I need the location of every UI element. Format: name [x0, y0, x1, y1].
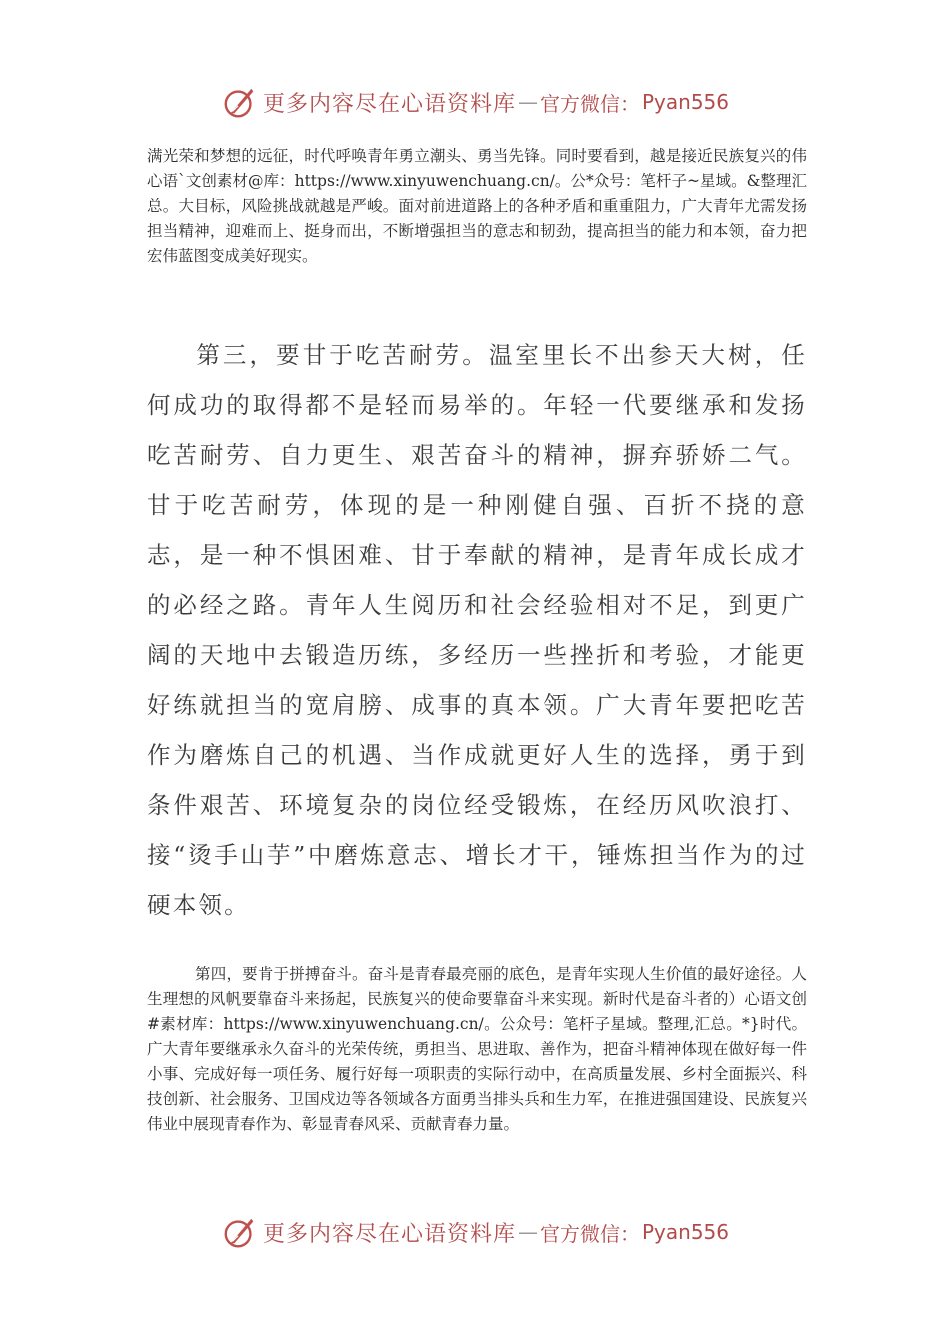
- banner-wechat-id: Pyan556: [642, 90, 730, 114]
- banner-sub-text: 官方微信：: [540, 1221, 640, 1246]
- banner-main-text: 更多内容尽在心语资料库: [262, 1221, 516, 1247]
- paragraph-fourth-point: 第四，要肯于拼搏奋斗。奋斗是青春最亮丽的底色，是青年实现人生价值的最好途径。人生理想的风帆要靠奋斗来扬起，民族复兴的使命要靠奋斗来实现。新时代是奋斗者的）心语文创#素材库：https://www.xinyuwenchuang.cn/。公众号：笔杆子星域。整理,汇总。*}时代。广大青年要继承永久奋斗的光荣传统，勇担当、思进取、善作为，把奋斗精神体现在做好每一件小事、完成好每一项任务、履行好每一项职责的实际行动中，在高质量发展、乡村全面振兴、科技创新、社会服务、卫国戍边等各领域各方面勇当排头兵和生力军，在推进强国建设、民族复兴伟业中展现青春作为、彰显青春风采、贡献青春力量。: [147, 965, 807, 1133]
- quill-pen-logo-icon: [221, 1213, 259, 1251]
- header-banner: [0, 82, 950, 122]
- paragraph-continuation: 满光荣和梦想的远征，时代呼唤青年勇立潮头、勇当先锋。同时要看到，越是接近民族复兴的伟心语`文创素材@库：https://www.xinyuwenchuang.cn/。公*众号：笔杆子~星域。&整理汇总。大目标，风险挑战就越是严峻。面对前进道路上的各种矛盾和重重阻力，广大青年尤需发扬担当精神，迎难而上、挺身而出，不断增强担当的意志和韧劲，提高担当的能力和本领，奋力把宏伟蓝图变成美好现实。: [147, 147, 807, 265]
- quill-pen-logo-icon: [221, 83, 259, 121]
- banner-main-text: 更多内容尽在心语资料库: [262, 91, 516, 117]
- footer-banner: [0, 1212, 950, 1252]
- banner-separator: —: [518, 90, 538, 114]
- banner-sub-text: 官方微信：: [540, 91, 640, 116]
- paragraph-third-point: 第三，要甘于吃苦耐劳。温室里长不出参天大树，任何成功的取得都不是轻而易举的。年轻一代要继承和发扬吃苦耐劳、自力更生、艰苦奋斗的精神，摒弃骄娇二气。甘于吃苦耐劳，体现的是一种刚健自强、百折不挠的意志，是一种不惧困难、甘于奉献的精神，是青年成长成才的必经之路。青年人生阅历和社会经验相对不足，到更广阔的天地中去锻造历练，多经历一些挫折和考验，才能更好练就担当的宽肩膀、成事的真本领。广大青年要把吃苦作为磨炼自己的机遇、当作成就更好人生的选择，勇于到条件艰苦、环境复杂的岗位经受锻炼，在经历风吹浪打、接“烫手山芋”中磨炼意志、增长才干，锤炼担当作为的过硬本领。: [147, 341, 807, 919]
- banner-wechat-id: Pyan556: [642, 1220, 730, 1244]
- banner-separator: —: [518, 1220, 538, 1244]
